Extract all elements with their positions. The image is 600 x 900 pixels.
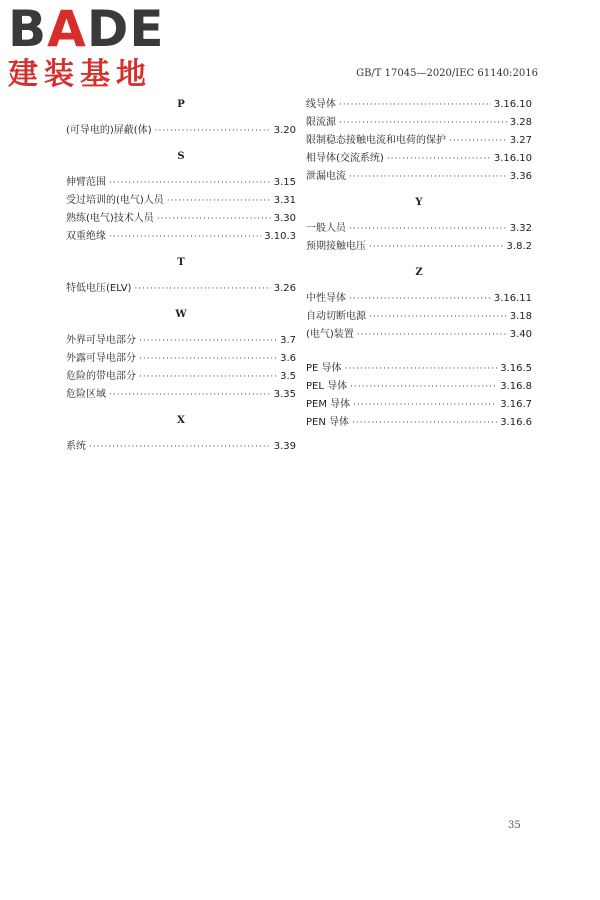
index-entry [66, 280, 296, 298]
index-entry [306, 308, 532, 326]
index-entry [66, 350, 296, 368]
logo-wordmark: BADE [8, 0, 165, 58]
bade-logo [8, 0, 178, 94]
index-letter-heading: X [177, 415, 185, 426]
index-entry [306, 326, 532, 344]
index-ref: 3.16.7 [500, 399, 532, 410]
index-right-column [306, 96, 532, 432]
leader-dots [353, 396, 497, 414]
index-letter-heading: Z [415, 267, 423, 278]
index-term: 相导体(交流系统) [306, 153, 384, 164]
index-ref: 3.7 [280, 335, 296, 346]
index-ref: 3.31 [273, 195, 296, 206]
leader-dots [387, 150, 491, 168]
index-letter-heading: P [177, 99, 185, 110]
leader-dots [349, 168, 507, 186]
index-ref: 3.16.10 [493, 99, 532, 110]
index-ref: 3.18 [509, 311, 532, 322]
index-entry [306, 168, 532, 186]
leader-dots [345, 360, 498, 378]
leader-dots [167, 192, 271, 210]
index-ref: 3.16.6 [500, 417, 532, 428]
index-term: 预期接触电压 [306, 241, 366, 252]
index-entry [66, 332, 296, 350]
index-term: 限制稳态接触电流和电荷的保护 [306, 135, 446, 146]
logo-subtitle: 建装基地 [8, 57, 152, 92]
index-entry [306, 96, 532, 114]
index-ref: 3.36 [509, 171, 532, 182]
index-term: 危险的带电部分 [66, 371, 136, 382]
leader-dots [369, 238, 504, 256]
index-left-column [66, 96, 296, 456]
leader-dots [369, 308, 507, 326]
leader-dots [155, 122, 271, 140]
index-term: 泄漏电流 [306, 171, 346, 182]
index-ref: 3.16.8 [500, 381, 532, 392]
index-term: PE 导体 [306, 363, 342, 374]
index-letter-heading: Y [415, 197, 423, 208]
index-term: 双重绝缘 [66, 231, 106, 242]
index-ref: 3.27 [509, 135, 532, 146]
leader-dots [134, 280, 270, 298]
index-entry [306, 150, 532, 168]
leader-dots [352, 414, 497, 432]
index-entry [66, 192, 296, 210]
leader-dots [157, 210, 271, 228]
index-entry [66, 438, 296, 456]
leader-dots [139, 332, 277, 350]
leader-dots [349, 290, 491, 308]
index-term: 线导体 [306, 99, 336, 110]
index-term: PEL 导体 [306, 381, 348, 392]
index-term: 外界可导电部分 [66, 335, 136, 346]
index-term: 受过培训的(电气)人员 [66, 195, 164, 206]
index-entry [306, 114, 532, 132]
index-term: PEM 导体 [306, 399, 351, 410]
index-term: 自动切断电源 [306, 311, 366, 322]
index-entry [66, 210, 296, 228]
index-entry [306, 360, 532, 378]
page-number: 35 [508, 820, 521, 831]
leader-dots [449, 132, 507, 150]
index-entry [306, 378, 532, 396]
index-ref: 3.26 [273, 283, 296, 294]
leader-dots [350, 378, 497, 396]
index-term: PEN 导体 [306, 417, 350, 428]
index-term: (电气)装置 [306, 329, 354, 340]
index-letter-heading: W [175, 309, 187, 320]
index-entry [306, 238, 532, 256]
index-ref: 3.30 [273, 213, 296, 224]
index-term: 特低电压(ELV) [66, 283, 132, 294]
index-entry [306, 132, 532, 150]
index-ref: 3.40 [509, 329, 532, 340]
index-ref: 3.16.11 [493, 293, 532, 304]
leader-dots [89, 438, 271, 456]
index-ref: 3.5 [280, 371, 296, 382]
leader-dots [109, 386, 271, 404]
index-ref: 3.39 [273, 441, 296, 452]
index-term: 中性导体 [306, 293, 346, 304]
leader-dots [339, 114, 507, 132]
index-ref: 3.16.5 [500, 363, 532, 374]
index-entry [66, 174, 296, 192]
index-term: (可导电的)屏蔽(体) [66, 125, 152, 136]
index-entry [306, 414, 532, 432]
leader-dots [349, 220, 507, 238]
leader-dots [109, 174, 271, 192]
index-ref: 3.15 [273, 177, 296, 188]
index-term: 一般人员 [306, 223, 346, 234]
index-ref: 3.8.2 [506, 241, 532, 252]
index-letter-heading: T [177, 257, 185, 268]
index-ref: 3.10.3 [264, 231, 296, 242]
leader-dots [339, 96, 491, 114]
index-term: 熟练(电气)技术人员 [66, 213, 154, 224]
index-term: 危险区域 [66, 389, 106, 400]
index-ref: 3.16.10 [493, 153, 532, 164]
index-entry [306, 396, 532, 414]
index-entry [66, 386, 296, 404]
leader-dots [139, 350, 277, 368]
index-ref: 3.32 [509, 223, 532, 234]
index-ref: 3.20 [273, 125, 296, 136]
index-term: 伸臂范围 [66, 177, 106, 188]
index-term: 外露可导电部分 [66, 353, 136, 364]
index-entry [66, 368, 296, 386]
index-ref: 3.6 [280, 353, 296, 364]
index-entry [66, 228, 296, 246]
index-ref: 3.28 [509, 117, 532, 128]
leader-dots [139, 368, 277, 386]
leader-dots [109, 228, 261, 246]
index-ref: 3.35 [273, 389, 296, 400]
index-entry [66, 122, 296, 140]
standard-number: GB/T 17045—2020/IEC 61140:2016 [356, 68, 538, 79]
index-term: 系统 [66, 441, 86, 452]
index-letter-heading: S [177, 151, 185, 162]
leader-dots [357, 326, 507, 344]
index-entry [306, 290, 532, 308]
index-term: 限流源 [306, 117, 336, 128]
index-entry [306, 220, 532, 238]
